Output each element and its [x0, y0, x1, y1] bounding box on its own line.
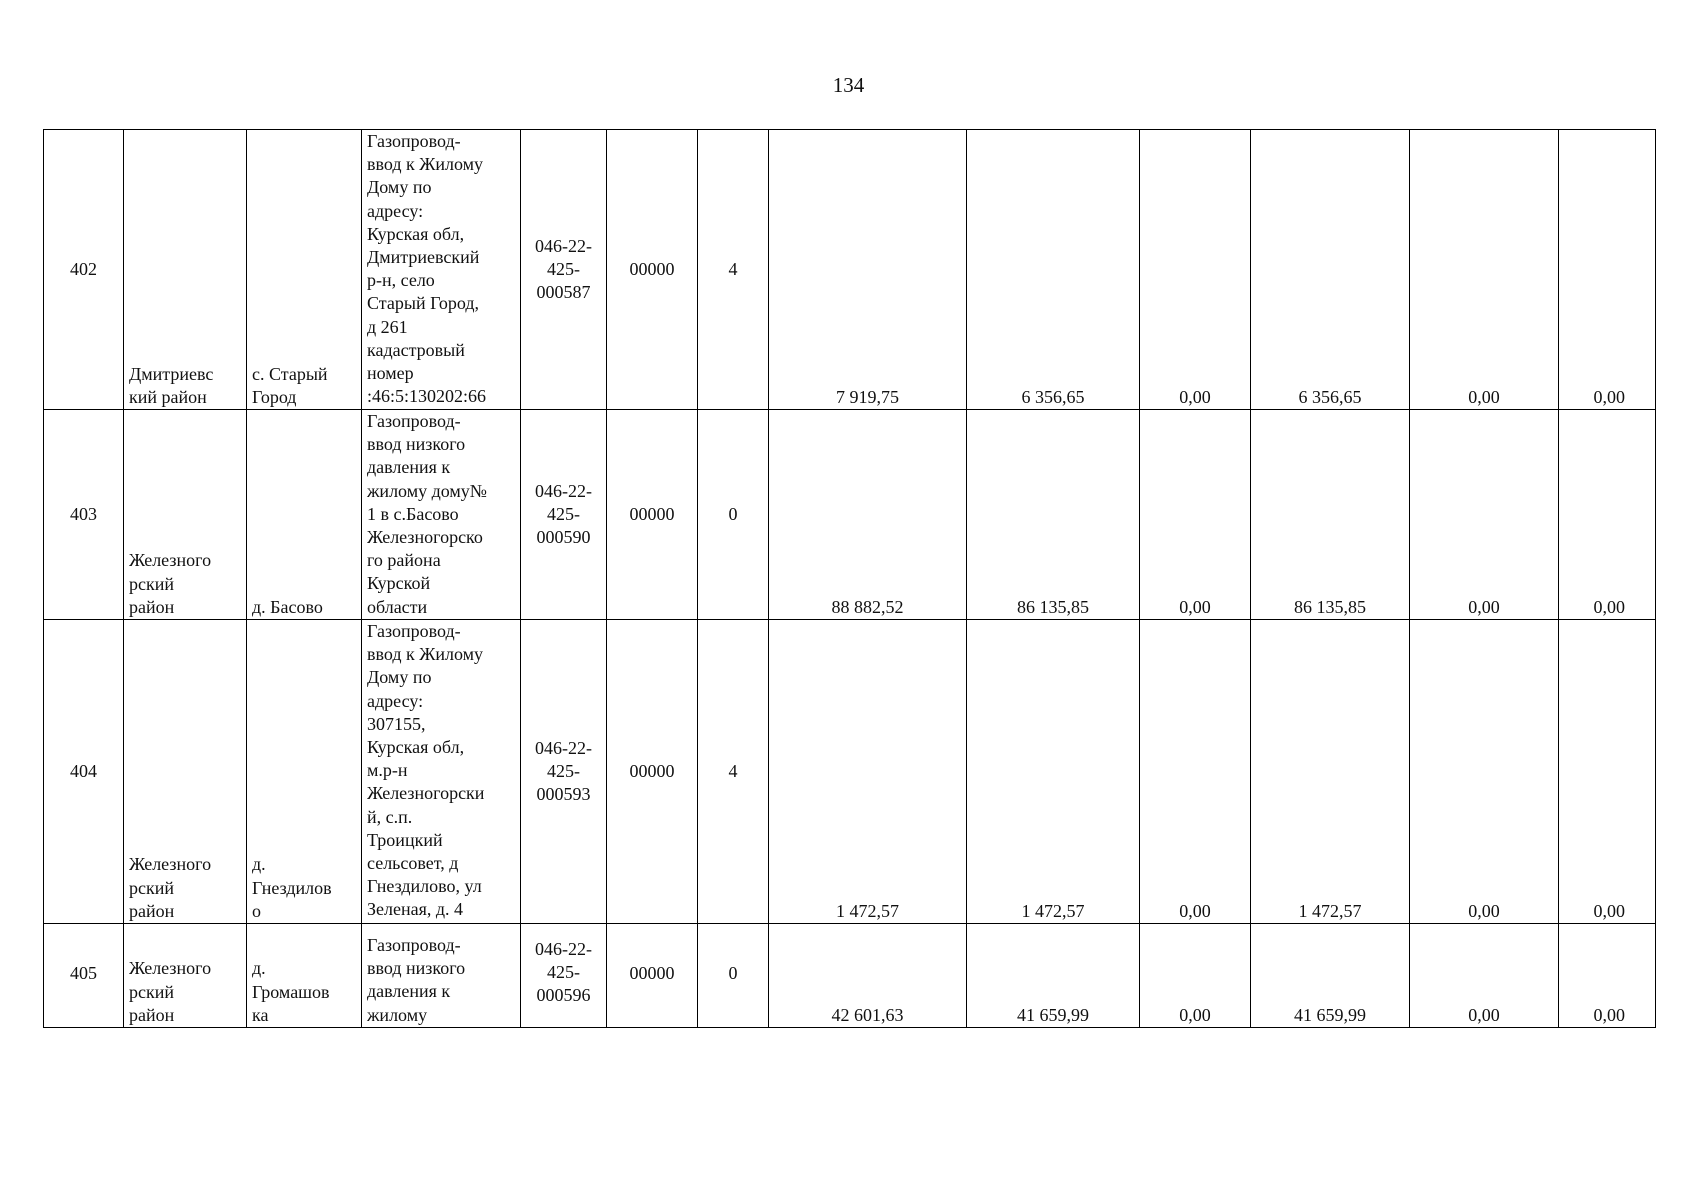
- amount-cell-1: 1 472,57: [769, 620, 967, 924]
- count-cell: 0: [698, 410, 769, 620]
- amount-cell-2: 6 356,65: [967, 130, 1140, 410]
- district-cell: Железного рский район: [124, 924, 247, 1028]
- table-row: [44, 924, 1656, 1028]
- code-cell: 00000: [607, 130, 698, 410]
- amount-cell-1: 7 919,75: [769, 130, 967, 410]
- amount-cell-2: 41 659,99: [967, 924, 1140, 1028]
- amount-cell-5: 0,00: [1410, 620, 1559, 924]
- table-row: [44, 410, 1656, 620]
- amount-cell-3: 0,00: [1140, 924, 1251, 1028]
- object-description-cell: Газопровод- ввод к Жилому Дому по адресу: 307155, Курская обл, м.р-н Железногорски й, с.п. Троицкий сельсовет, д Гнездилово, ул Зеленая, д. 4: [362, 620, 521, 924]
- table-row: [44, 620, 1656, 924]
- amount-cell-5: 0,00: [1410, 924, 1559, 1028]
- table-row: [44, 130, 1656, 410]
- inventory-number-cell: 046-22- 425- 000596: [521, 924, 607, 1028]
- amount-cell-2: 1 472,57: [967, 620, 1140, 924]
- amount-cell-4: 41 659,99: [1251, 924, 1410, 1028]
- inventory-number-cell: 046-22- 425- 000593: [521, 620, 607, 924]
- district-cell: Дмитриевс кий район: [124, 130, 247, 410]
- object-description-cell: Газопровод- ввод к Жилому Дому по адресу: Курская обл, Дмитриевский р-н, село Старый Город, д 261 кадастровый номер :46:5:130202:66: [362, 130, 521, 410]
- code-cell: 00000: [607, 410, 698, 620]
- amount-cell-6: 0,00: [1559, 410, 1656, 620]
- count-cell: 4: [698, 620, 769, 924]
- amount-cell-4: 86 135,85: [1251, 410, 1410, 620]
- count-cell: 4: [698, 130, 769, 410]
- inventory-number-cell: 046-22- 425- 000590: [521, 410, 607, 620]
- object-description-cell: Газопровод- ввод низкого давления к жилому дому№ 1 в с.Басово Железногорско го района Курской области: [362, 410, 521, 620]
- locality-cell: д. Басово: [247, 410, 362, 620]
- amount-cell-6: 0,00: [1559, 620, 1656, 924]
- amount-cell-4: 6 356,65: [1251, 130, 1410, 410]
- district-cell: Железного рский район: [124, 410, 247, 620]
- amount-cell-5: 0,00: [1410, 410, 1559, 620]
- registry-table: [43, 129, 1656, 1028]
- object-description-cell: Газопровод- ввод низкого давления к жилому: [362, 924, 521, 1028]
- locality-cell: д. Громашов ка: [247, 924, 362, 1028]
- page-number: 134: [832, 73, 865, 97]
- count-cell: 0: [698, 924, 769, 1028]
- amount-cell-3: 0,00: [1140, 620, 1251, 924]
- amount-cell-6: 0,00: [1559, 924, 1656, 1028]
- code-cell: 00000: [607, 924, 698, 1028]
- locality-cell: д. Гнездилов о: [247, 620, 362, 924]
- amount-cell-4: 1 472,57: [1251, 620, 1410, 924]
- inventory-number-cell: 046-22- 425- 000587: [521, 130, 607, 410]
- code-cell: 00000: [607, 620, 698, 924]
- amount-cell-2: 86 135,85: [967, 410, 1140, 620]
- amount-cell-1: 88 882,52: [769, 410, 967, 620]
- row-number-cell: 403: [44, 410, 124, 620]
- row-number-cell: 405: [44, 924, 124, 1028]
- row-number-cell: 404: [44, 620, 124, 924]
- district-cell: Железного рский район: [124, 620, 247, 924]
- locality-cell: с. Старый Город: [247, 130, 362, 410]
- amount-cell-3: 0,00: [1140, 130, 1251, 410]
- row-number-cell: 402: [44, 130, 124, 410]
- amount-cell-6: 0,00: [1559, 130, 1656, 410]
- amount-cell-5: 0,00: [1410, 130, 1559, 410]
- amount-cell-1: 42 601,63: [769, 924, 967, 1028]
- amount-cell-3: 0,00: [1140, 410, 1251, 620]
